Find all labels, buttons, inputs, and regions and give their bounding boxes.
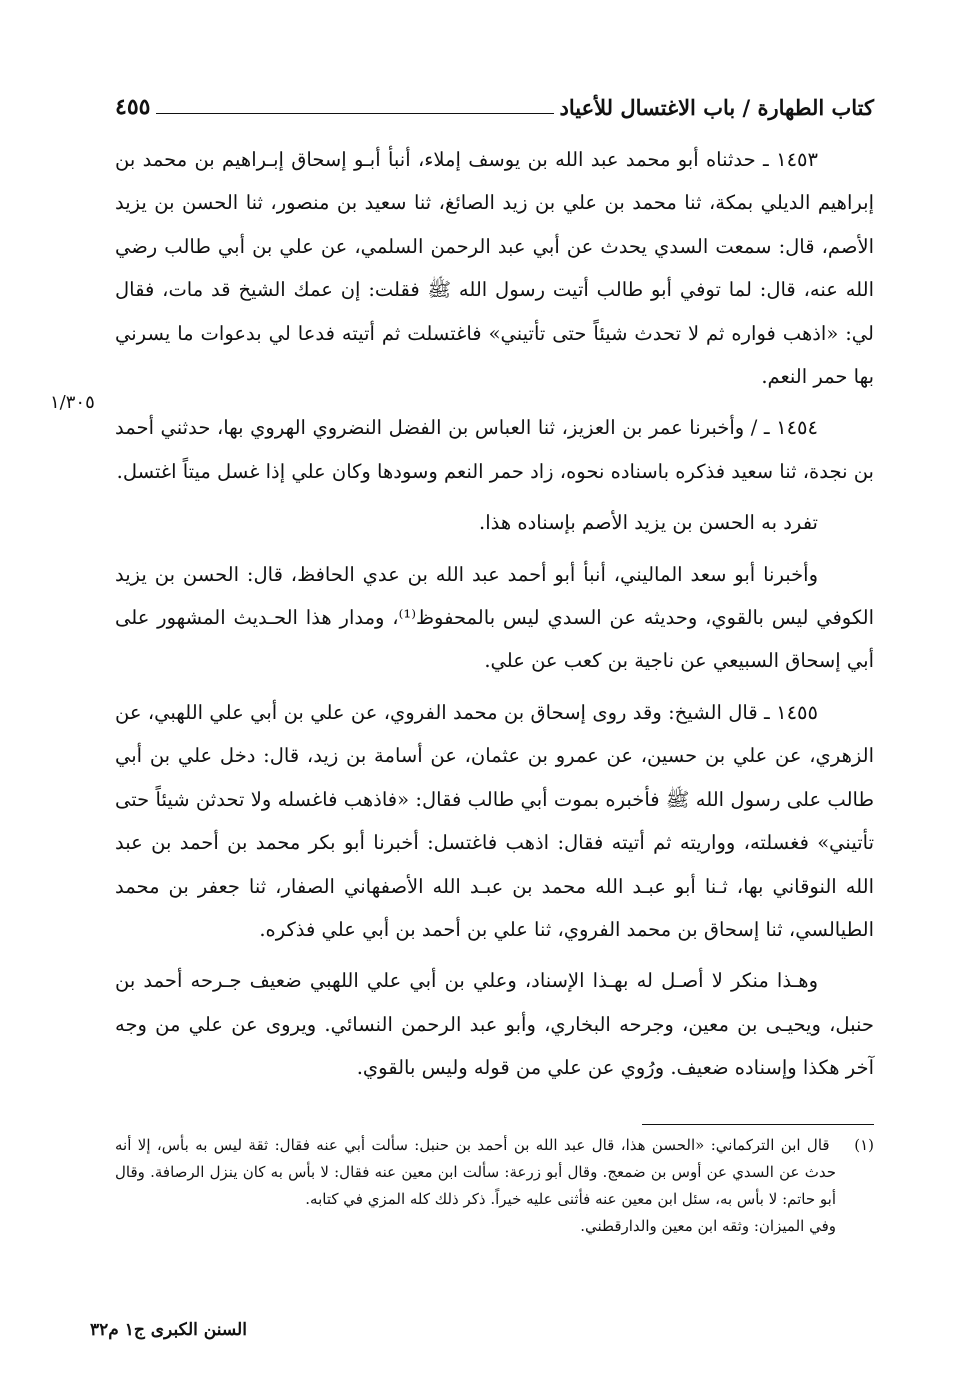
main-text <box>115 138 874 1090</box>
paragraph-maalini: وأخبرنا أبو سعد الماليني، أنبأ أبو أحمد عبد الله بن عدي الحافظ، قال: الحسن بن يزيد الكوفي ليس بالقوي، وحديثه عن السدي ليس بالمحفوظ⁽¹⁾، ومدار هذا الحـديث المشهور على أبي إسحاق السبيعي عن ناجية بن كعب عن علي. <box>115 562 874 673</box>
book-signature: السنن الكبرى ج١ م٣٢ <box>90 1320 247 1340</box>
footnote-text: قال ابن التركماني: «الحسن هذا، قال عبد الله بن أحمد بن حنبل: سألت أبي عنه فقال: ثقة ليس به بأس، إلا أنه حدث عن السدي عن أوس بن ضمعج. وقال أبو زرعة: سألت ابن معين عنه فقال: لا بأس به كان ينزل الرصافة. وقال أبو حاتم: لا بأس به، سئل ابن معين عنه فأثنى عليه خيراً. ذكر ذلك كله المزي في كتابه. <box>115 1136 836 1208</box>
page-number: ٤٥٥ <box>115 94 151 120</box>
footnote-1 <box>115 1132 874 1213</box>
paragraph-tafarrad: تفرد به الحسن بن يزيد الأصم بإسناده هذا. <box>479 511 818 535</box>
footnote-marker: (١) <box>854 1136 874 1154</box>
margin-reference: ١/٣٠٥ <box>50 392 95 413</box>
footnotes <box>115 1132 874 1240</box>
paragraph-1454: ١٤٥٤ ـ / وأخبرنا عمر بن العزيز، ثنا العباس بن الفضل النضروي الهروي بها، حدثني أحمد بن نجدة، ثنا سعيد فذكره باسناده نحوه، زاد حمر النعم وسودها وكان علي إذا غسل ميتاً اغتسل. <box>115 416 874 483</box>
paragraph-1453: ١٤٥٣ ـ حدثناه أبو محمد عبد الله بن يوسف إملاء، أنبأ أبـو إسحاق إبـراهيم بن محمد بن إبراهيم الديلي بمكة، ثنا محمد بن علي بن زيد الصائغ، ثنا سعيد بن منصور، ثنا الحسن بن يزيد الأصم، قال: سمعت السدي يحدث عن أبي عبد الرحمن السلمي، عن علي بن أبي طالب رضي الله عنه، قال: لما توفي أبو طالب أتيت رسول الله ﷺ فقلت: إن عمك الشيخ قد مات، فقال لي: «اذهب فواره ثم لا تحدث شيئاً حتى تأتيني» فاغتسلت ثم أتيته فدعا لي بدعوات ما يسرني بها حمر النعم. <box>115 148 874 389</box>
header-rule <box>156 113 553 114</box>
paragraph-1455: ١٤٥٥ ـ قال الشيخ: وقد روى إسحاق بن محمد الفروي، عن علي بن أبي علي اللهبي، عن الزهري، عن علي بن حسين، عن عمرو بن عثمان، عن أسامة بن زيد، قال: دخل علي بن أبي طالب على رسول الله ﷺ فأخبره بموت أبي طالب فقال: «فاذهب فاغسله ولا تحدثن شيئاً حتى تأتيني» فغسلته، وواريته ثم أتيته فقال: اذهب فاغتسل: أخبرنا أبو بكر محمد بن أحمد بن عبد الله النوقاني بها، ثـنا أبو عبـد الله محمد بن عبـد الله الأصفهاني الصفار، ثنا جعفر بن محمد الطيالسي، ثنا إسحاق بن محمد الفروي، ثنا علي بن أحمد بن أبي علي فذكره. <box>115 700 874 941</box>
footnote-mizan: وفي الميزان: وثقه ابن معين والدارقطني. <box>580 1217 836 1235</box>
paragraph-munkar: وهـذا منكر لا أصـل له بهـذا الإسناد، وعلي بن أبي علي اللهبي ضعيف جـرحه أحمد بن حنبل، ويحيـى بن معين، وجرحه البخاري، وأبو عبد الرحمن النسائي. ويروى عن علي من وجه آخر هكذا وإسناده ضعيف. ورُوي عن علي من قوله وليس بالقوي. <box>115 969 874 1080</box>
footnote-rule <box>642 1124 874 1125</box>
chapter-title: كتاب الطهارة / باب الاغتسال للأعياد <box>559 95 874 120</box>
running-header <box>115 82 874 118</box>
